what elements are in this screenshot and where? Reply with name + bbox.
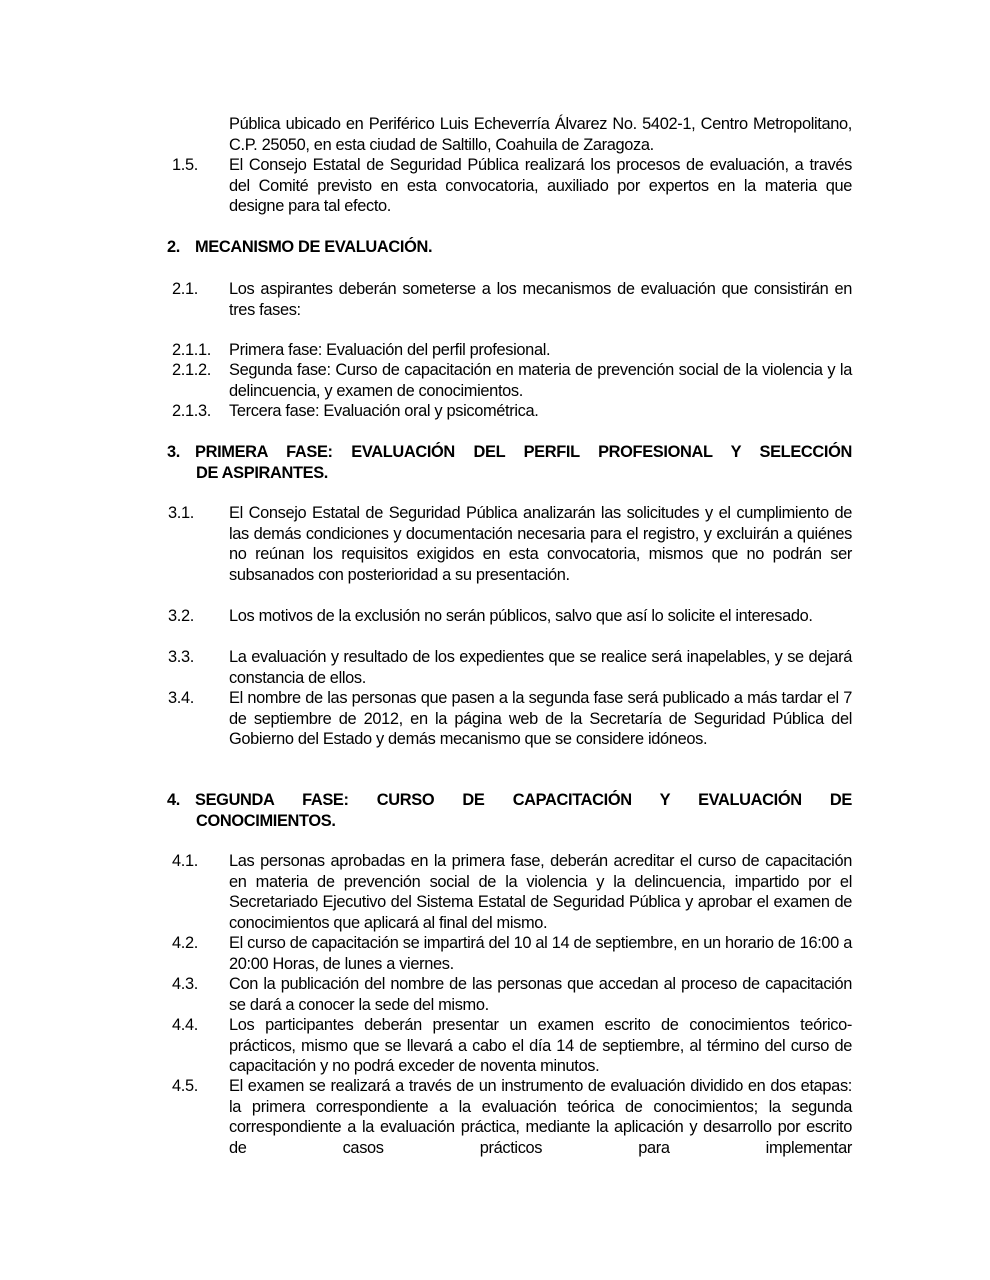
item-number: 2.1.3. [172,402,211,420]
section-title-line-2: CONOCIMIENTOS. [196,811,336,830]
item-number: 3.1. [168,504,194,522]
section-heading-2 [167,237,852,258]
item-text: Tercera fase: Evaluación oral y psicométrica. [229,402,539,420]
section-number: 2. [167,238,180,256]
section-title: MECANISMO DE EVALUACIÓN. [195,238,433,256]
item-number: 2.1.1. [172,341,211,359]
item-text: Primera fase: Evaluación del perfil profesional. [229,341,551,359]
item-text: Con la publicación del nombre de las personas que accedan al proceso de capacitación se dará a conocer la sede del mismo. [229,975,852,1014]
section-title-line-2: DE ASPIRANTES. [196,463,329,482]
item-number: 4.4. [172,1016,198,1034]
item-number: 4.3. [172,975,198,993]
section-number: 3. [167,443,180,461]
paragraph-text: Pública ubicado en Periférico Luis Echeverría Álvarez No. 5402-1, Centro Metropolitano, C.P. 25050, en esta ciudad de Saltillo, Coahuila de Zaragoza. [229,115,852,154]
item-number: 3.2. [168,607,194,625]
item-number: 1.5. [172,156,198,174]
section-heading-3 [167,442,852,483]
item-number: 4.5. [172,1077,198,1095]
section-title-line-1: PRIMERA FASE: EVALUACIÓN DEL PERFIL PROFESIONAL Y SELECCIÓN [195,443,852,461]
item-number: 4.2. [172,934,198,952]
item-text: El nombre de las personas que pasen a la segunda fase será publicado a más tardar el 7 de septiembre de 2012, en la página web de la Secretaría de Seguridad Pública del Gobierno del Estado y demás mecanismo que se considere idóneos. [229,689,852,749]
item-number: 3.3. [168,648,194,666]
section-heading-4 [167,790,852,831]
item-number: 2.1.2. [172,361,211,379]
item-number: 4.1. [172,852,198,870]
section-title-line-1: SEGUNDA FASE: CURSO DE CAPACITACIÓN Y EVALUACIÓN DE [195,791,852,809]
item-text: El Consejo Estatal de Seguridad Pública realizará los procesos de evaluación, a través del Comité previsto en esta convocatoria, auxiliado por expertos en la materia que designe para tal efecto. [229,156,852,216]
item-number: 2.1. [172,280,198,298]
item-text: Los aspirantes deberán someterse a los mecanismos de evaluación que consistirán en tres fases: [229,280,852,319]
item-text: La evaluación y resultado de los expedientes que se realice será inapelables, y se dejará constancia de ellos. [229,648,852,687]
item-text: Los participantes deberán presentar un examen escrito de conocimientos teórico-prácticos, mismo que se llevará a cabo el día 14 de septiembre, al término del curso de capacitación y no podrá exceder de noventa minutos. [229,1016,852,1076]
item-text: Los motivos de la exclusión no serán públicos, salvo que así lo solicite el interesado. [229,607,813,625]
section-number: 4. [167,791,180,809]
item-text: Las personas aprobadas en la primera fase, deberán acreditar el curso de capacitación en materia de prevención social de la violencia y la delincuencia, impartido por el Secretariado Ejecutivo del Sistema Estatal de Seguridad Pública y aprobar el examen de conocimientos que aplicará al final del mismo. [229,852,852,932]
item-text: El examen se realizará a través de un instrumento de evaluación dividido en dos etapas: la primera correspondiente a la evaluación teórica de conocimientos; la segunda correspondiente a la evaluación práctica, mediante la aplicación y desarrollo por escrito de casos prácticos para implementar [229,1077,852,1157]
item-number: 3.4. [168,689,194,707]
item-text: Segunda fase: Curso de capacitación en materia de prevención social de la violencia y la delincuencia, y examen de conocimientos. [229,361,852,400]
item-text: El Consejo Estatal de Seguridad Pública analizarán las solicitudes y el cumplimiento de las demás condiciones y documentación necesaria para el registro, y excluirán a quiénes no reúnan los requisitos exigidos en esta convocatoria, mismos que no podrán ser subsanados con posterioridad a su presentación. [229,504,852,584]
item-text: El curso de capacitación se impartirá del 10 al 14 de septiembre, en un horario de 16:00 a 20:00 Horas, de lunes a viernes. [229,934,852,973]
